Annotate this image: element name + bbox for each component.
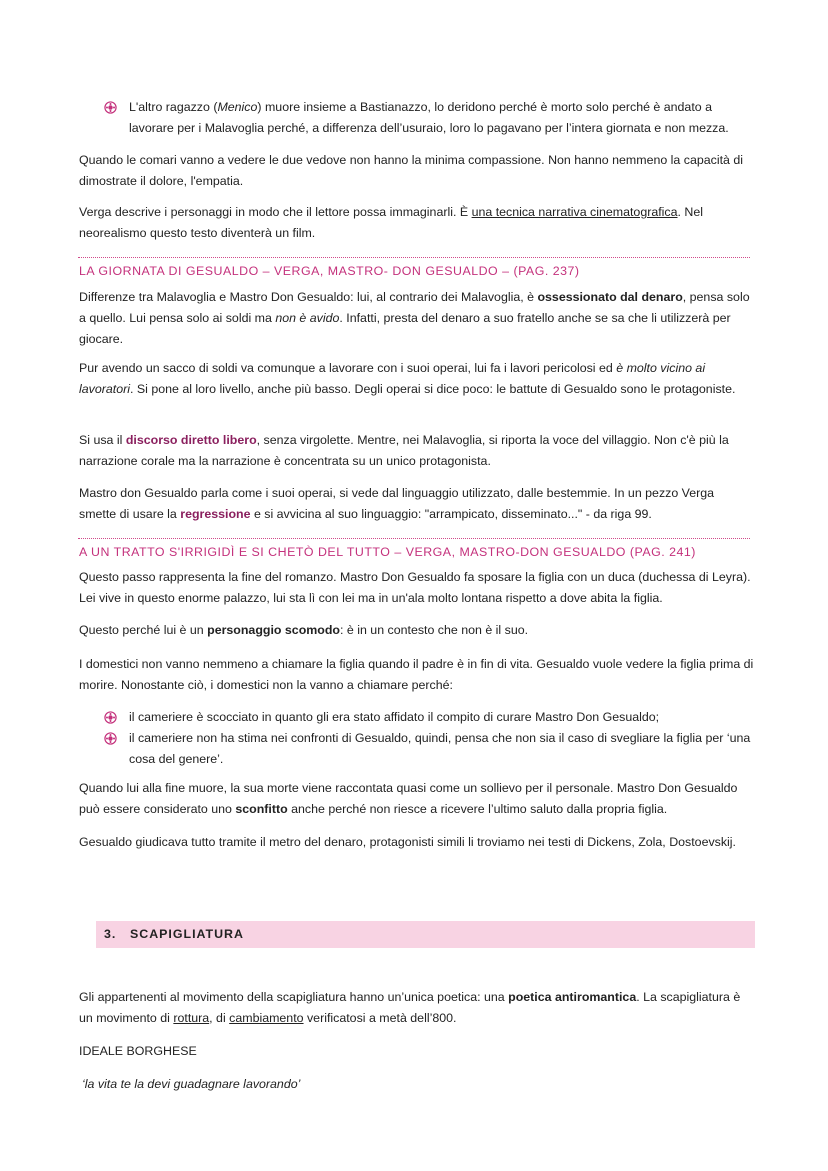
chapter-title: SCAPIGLIATURA bbox=[130, 927, 244, 941]
paragraph: Si usa il discorso diretto libero, senza virgolette. Mentre, nei Malavoglia, si riporta la voce del villaggio. Non c'è più la narrazione corale ma la narrazione è concentrata su un unico protagonista. bbox=[79, 433, 729, 468]
flower-bullet-icon bbox=[104, 732, 117, 745]
chapter-number: 3. bbox=[104, 927, 117, 941]
paragraph: Quando le comari vanno a vedere le due vedove non hanno la minima compassione. Non hanno nemmeno la capacità di dimostrate il dolore, l'empatia. bbox=[79, 153, 744, 188]
paragraph: Gesualdo giudicava tutto tramite il metro del denaro, protagonisti simili li troviamo nei testi di Dickens, Zola, Dostoevskij. bbox=[79, 835, 736, 849]
paragraph: Differenze tra Malavoglia e Mastro Don Gesualdo: lui, al contrario dei Malavoglia, è ossessionato dal denaro, pensa solo a quello. Lui pensa solo ai soldi ma non è avido. Infatti, presta del denaro a suo fratello anche se sa che li utilizzerà per giocare. bbox=[79, 290, 750, 346]
flower-bullet-icon bbox=[104, 711, 117, 724]
flower-bullet-icon bbox=[104, 101, 117, 114]
paragraph: Pur avendo un sacco di soldi va comunque a lavorare con i suoi operai, lui fa i lavori pericolosi ed è molto vicino ai lavoratori. Si pone al loro livello, anche più basso. Degli operai si dice poco: le battute di Gesualdo sono le protagoniste. bbox=[79, 361, 736, 396]
section-heading: LA GIORNATA DI GESUALDO – VERGA, MASTRO- DON GESUALDO – (PAG. 237) bbox=[79, 264, 580, 278]
quote: ‘la vita te la devi guadagnare lavorando’ bbox=[82, 1077, 301, 1091]
paragraph: Quando lui alla fine muore, la sua morte viene raccontata quasi come un sollievo per il personale. Mastro Don Gesualdo può essere considerato uno sconfitto anche perché non riesce a ricevere l’ultimo saluto dalla propria figlia. bbox=[79, 781, 738, 816]
paragraph: Verga descrive i personaggi in modo che il lettore possa immaginarli. È una tecnica narrativa cinematografica. Nel neorealismo questo testo diventerà un film. bbox=[79, 205, 703, 240]
section-divider bbox=[78, 257, 750, 258]
paragraph: Questo perché lui è un personaggio scomodo: è in un contesto che non è il suo. bbox=[79, 623, 529, 637]
paragraph: Gli appartenenti al movimento della scapigliatura hanno un’unica poetica: una poetica antiromantica. La scapigliatura è un movimento di rottura, di cambiamento verificatosi a metà dell’800. bbox=[79, 990, 741, 1025]
section-heading: A UN TRATTO S'IRRIGIDÌ E SI CHETÒ DEL TUTTO – VERGA, MASTRO-DON GESUALDO (PAG. 241) bbox=[79, 545, 696, 559]
chapter-heading-band bbox=[96, 921, 755, 948]
paragraph: Mastro don Gesualdo parla come i suoi operai, si vede dal linguaggio utilizzato, dalle bestemmie. In un pezzo Verga smette di usare la regressione e si avvicina al suo linguaggio: "arrampicato, disseminato..." - da riga 99. bbox=[79, 486, 715, 521]
subheading-label: IDEALE BORGHESE bbox=[79, 1044, 197, 1058]
list-item-text: il cameriere non ha stima nei confronti di Gesualdo, quindi, pensa che non sia il caso di svegliare la figlia per ‘una cosa del genere’. bbox=[129, 731, 751, 766]
section-divider bbox=[78, 538, 750, 539]
paragraph: I domestici non vanno nemmeno a chiamare la figlia quando il padre è in fin di vita. Gesualdo vuole vedere la figlia prima di morire. Nonostante ciò, i domestici non la vanno a chiamare perché: bbox=[79, 657, 754, 692]
list-item-text: L'altro ragazzo (Menico) muore insieme a Bastianazzo, lo deridono perché è morto solo perché è andato a lavorare per i Malavoglia perché, a differenza dell’usuraio, loro lo pagavano per l’intera giornata e non mezza. bbox=[129, 100, 729, 135]
list-item-text: il cameriere è scocciato in quanto gli era stato affidato il compito di curare Mastro Don Gesualdo; bbox=[129, 710, 660, 724]
paragraph: Questo passo rappresenta la fine del romanzo. Mastro Don Gesualdo fa sposare la figlia con un duca (duchessa di Leyra). Lei vive in questo enorme palazzo, lui sta lì con lei ma in un'ala molto lontana rispetto a dove abita la figlia. bbox=[79, 570, 751, 605]
